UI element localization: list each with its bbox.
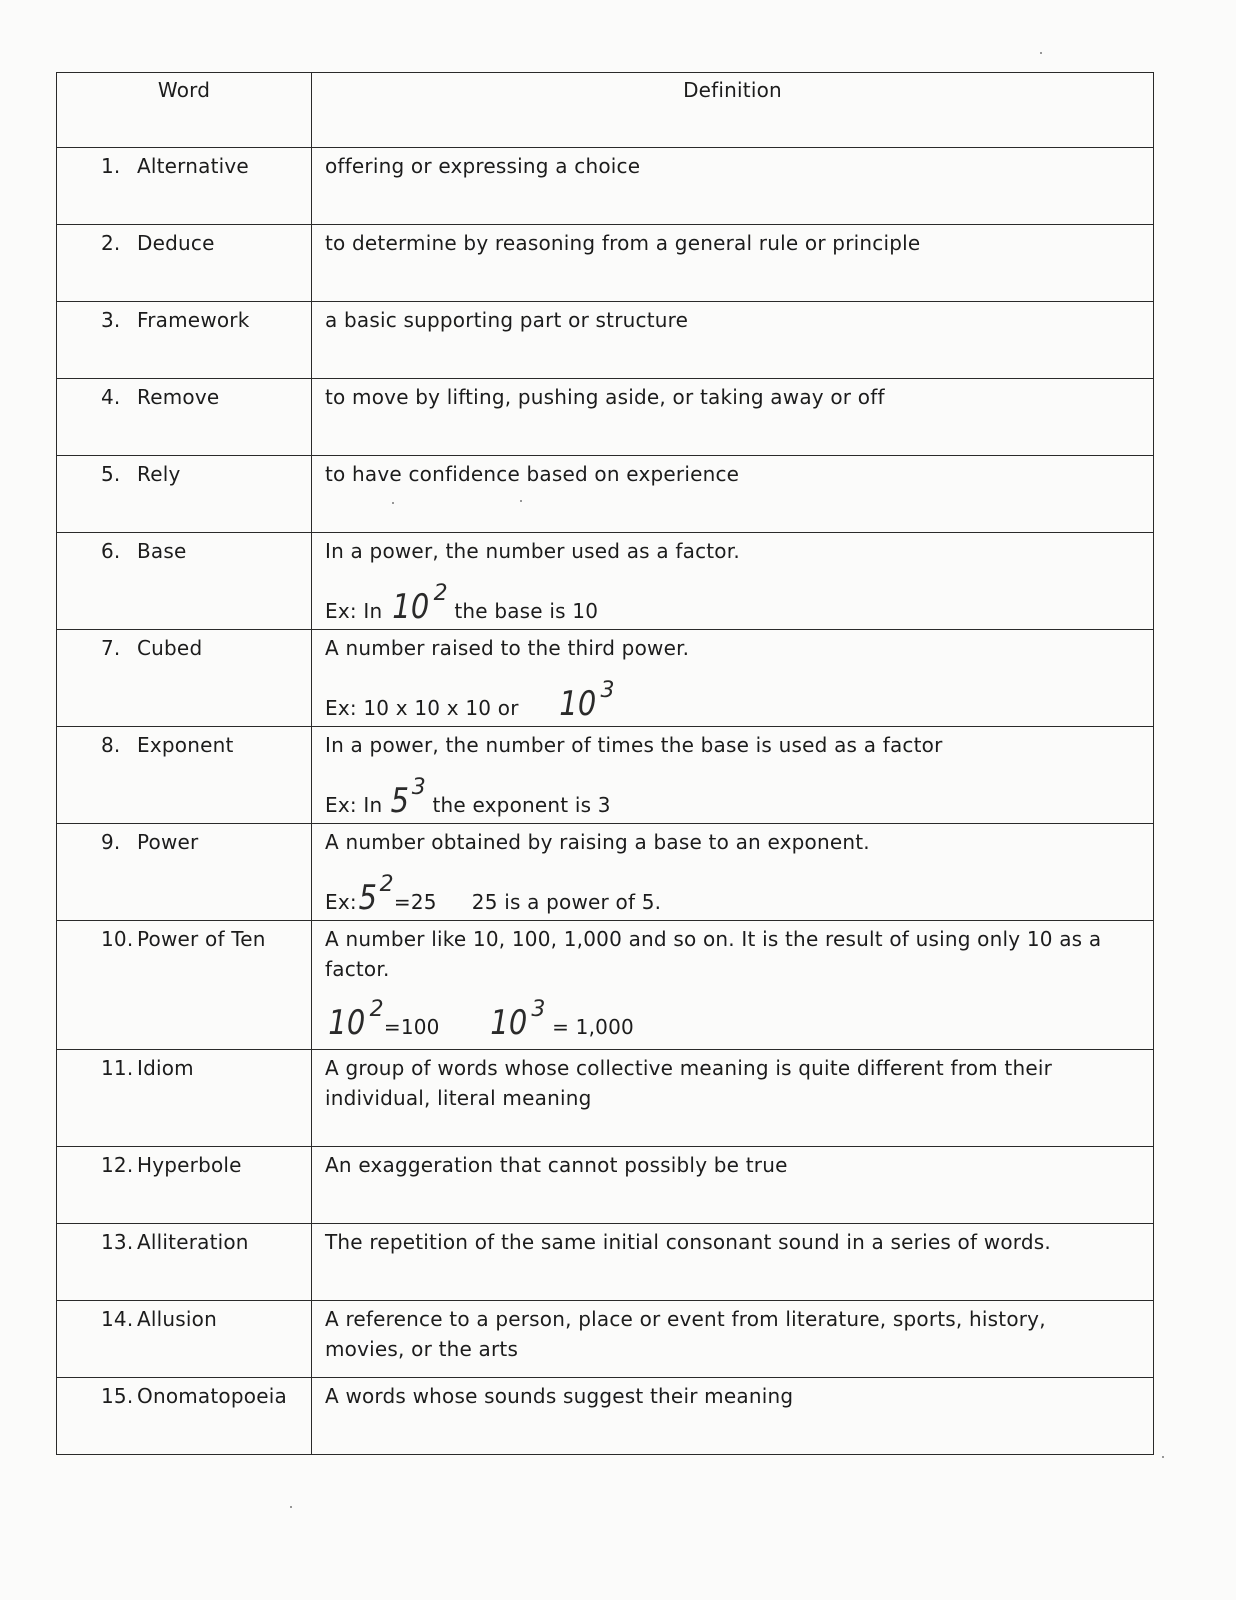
table-row: [57, 533, 1154, 630]
definition-cell: [312, 533, 1154, 630]
definition-text: A number like 10, 100, 1,000 and so on. It is the result of using only 10 as a factor.: [325, 927, 1102, 981]
word-cell: [57, 727, 312, 824]
table-row: [57, 921, 1154, 1050]
example-line: [325, 997, 1123, 1043]
definition-text: offering or expressing a choice: [325, 154, 641, 178]
row-number: 11.: [101, 1056, 134, 1080]
handwritten-exponent: 2: [433, 581, 448, 606]
definition-cell: [312, 456, 1154, 533]
handwritten-exponent: 2: [379, 872, 394, 897]
row-number: 15.: [101, 1384, 134, 1408]
definition-text: A reference to a person, place or event from literature, sports, history, movies, or the arts: [325, 1307, 1046, 1361]
row-number: 4.: [101, 385, 121, 409]
table-row: [57, 1224, 1154, 1301]
word-cell: [57, 379, 312, 456]
word-cell: [57, 456, 312, 533]
example-prefix: Ex: 10 x 10 x 10 or: [325, 696, 519, 720]
word-cell: [57, 1301, 312, 1378]
handwritten-exponent: 3: [411, 775, 426, 800]
definition-cell: [312, 1224, 1154, 1301]
word-term: Rely: [137, 462, 181, 486]
table-row: [57, 302, 1154, 379]
definition-text: to have confidence based on experience: [325, 462, 740, 486]
word-cell: [57, 1147, 312, 1224]
definition-text: to determine by reasoning from a general rule or principle: [325, 231, 921, 255]
example-line: [325, 581, 1123, 627]
row-number: 12.: [101, 1153, 134, 1177]
definition-text: An exaggeration that cannot possibly be true: [325, 1153, 788, 1177]
handwritten-exponent: 2: [369, 997, 384, 1022]
word-term: Idiom: [137, 1056, 194, 1080]
handwritten-base: 10: [328, 1003, 366, 1043]
definition-text: A number obtained by raising a base to an exponent.: [325, 830, 870, 854]
word-cell: [57, 533, 312, 630]
vocabulary-table: [56, 72, 1154, 1455]
definition-cell: [312, 630, 1154, 727]
scan-speck: [290, 1506, 292, 1508]
example-result: =100: [383, 1015, 440, 1039]
example-prefix: Ex:: [325, 890, 357, 914]
scan-speck: [1162, 1456, 1164, 1458]
definition-text: In a power, the number used as a factor.: [325, 539, 740, 563]
word-term: Alternative: [137, 154, 249, 178]
scan-speck: [520, 500, 522, 502]
handwritten-base: 10: [559, 684, 597, 724]
word-term: Exponent: [137, 733, 234, 757]
word-cell: [57, 1224, 312, 1301]
table-row: [57, 1147, 1154, 1224]
table-row: [57, 456, 1154, 533]
word-cell: [57, 921, 312, 1050]
word-cell: [57, 824, 312, 921]
example-suffix: the exponent is 3: [432, 793, 611, 817]
example-note: 25 is a power of 5.: [471, 890, 662, 914]
table-row: [57, 1301, 1154, 1378]
definition-text: The repetition of the same initial consonant sound in a series of words.: [325, 1230, 1051, 1254]
definition-cell: [312, 921, 1154, 1050]
table-row: [57, 379, 1154, 456]
table-row: [57, 630, 1154, 727]
handwritten-base: 10: [392, 587, 430, 627]
example-result: = 1,000: [552, 1015, 634, 1039]
example-line: [325, 775, 1123, 821]
example-prefix: Ex: In: [325, 599, 383, 623]
word-cell: [57, 302, 312, 379]
definition-text: A number raised to the third power.: [325, 636, 690, 660]
definition-text: to move by lifting, pushing aside, or taking away or off: [325, 385, 885, 409]
row-number: 14.: [101, 1307, 134, 1331]
example-line: [325, 872, 1123, 918]
word-term: Power: [137, 830, 199, 854]
row-number: 10.: [101, 927, 134, 951]
row-number: 7.: [101, 636, 121, 660]
definition-text: A words whose sounds suggest their meaning: [325, 1384, 794, 1408]
definition-cell: [312, 824, 1154, 921]
definition-cell: [312, 148, 1154, 225]
table-header-row: [57, 73, 1154, 148]
row-number: 3.: [101, 308, 121, 332]
row-number: 2.: [101, 231, 121, 255]
row-number: 9.: [101, 830, 121, 854]
table-row: [57, 1050, 1154, 1147]
word-column-header: Word: [57, 73, 312, 148]
word-term: Framework: [137, 308, 250, 332]
handwritten-base: 5: [358, 878, 378, 918]
word-term: Allusion: [137, 1307, 217, 1331]
example-prefix: Ex: In: [325, 793, 383, 817]
definition-cell: [312, 727, 1154, 824]
table-row: [57, 148, 1154, 225]
table-row: [57, 1378, 1154, 1455]
table-row: [57, 824, 1154, 921]
example-suffix: the base is 10: [454, 599, 599, 623]
definition-cell: [312, 1147, 1154, 1224]
row-number: 5.: [101, 462, 121, 486]
word-cell: [57, 225, 312, 302]
handwritten-base: 5: [390, 781, 410, 821]
definition-cell: [312, 379, 1154, 456]
word-term: Base: [137, 539, 187, 563]
definition-text: A group of words whose collective meaning is quite different from their individual, literal meaning: [325, 1056, 1053, 1110]
word-term: Remove: [137, 385, 220, 409]
word-term: Deduce: [137, 231, 215, 255]
definition-cell: [312, 302, 1154, 379]
word-term: Onomatopoeia: [137, 1384, 287, 1408]
word-cell: [57, 1378, 312, 1455]
example-line: [325, 678, 1123, 724]
word-term: Cubed: [137, 636, 203, 660]
example-result: =25: [393, 890, 437, 914]
word-cell: [57, 1050, 312, 1147]
definition-text: In a power, the number of times the base is used as a factor: [325, 733, 943, 757]
word-term: Power of Ten: [137, 927, 266, 951]
scan-speck: [392, 502, 394, 504]
definition-text: a basic supporting part or structure: [325, 308, 689, 332]
row-number: 1.: [101, 154, 121, 178]
row-number: 13.: [101, 1230, 134, 1254]
table-row: [57, 727, 1154, 824]
word-cell: [57, 630, 312, 727]
definition-cell: [312, 1301, 1154, 1378]
handwritten-base: 10: [490, 1003, 528, 1043]
row-number: 6.: [101, 539, 121, 563]
definition-cell: [312, 225, 1154, 302]
handwritten-exponent: 3: [531, 997, 546, 1022]
definition-cell: [312, 1378, 1154, 1455]
handwritten-exponent: 3: [600, 678, 615, 703]
scan-speck: [1040, 52, 1042, 54]
definition-column-header: Definition: [312, 73, 1154, 148]
definition-cell: [312, 1050, 1154, 1147]
word-term: Alliteration: [137, 1230, 249, 1254]
table-row: [57, 225, 1154, 302]
word-cell: [57, 148, 312, 225]
word-term: Hyperbole: [137, 1153, 242, 1177]
row-number: 8.: [101, 733, 121, 757]
